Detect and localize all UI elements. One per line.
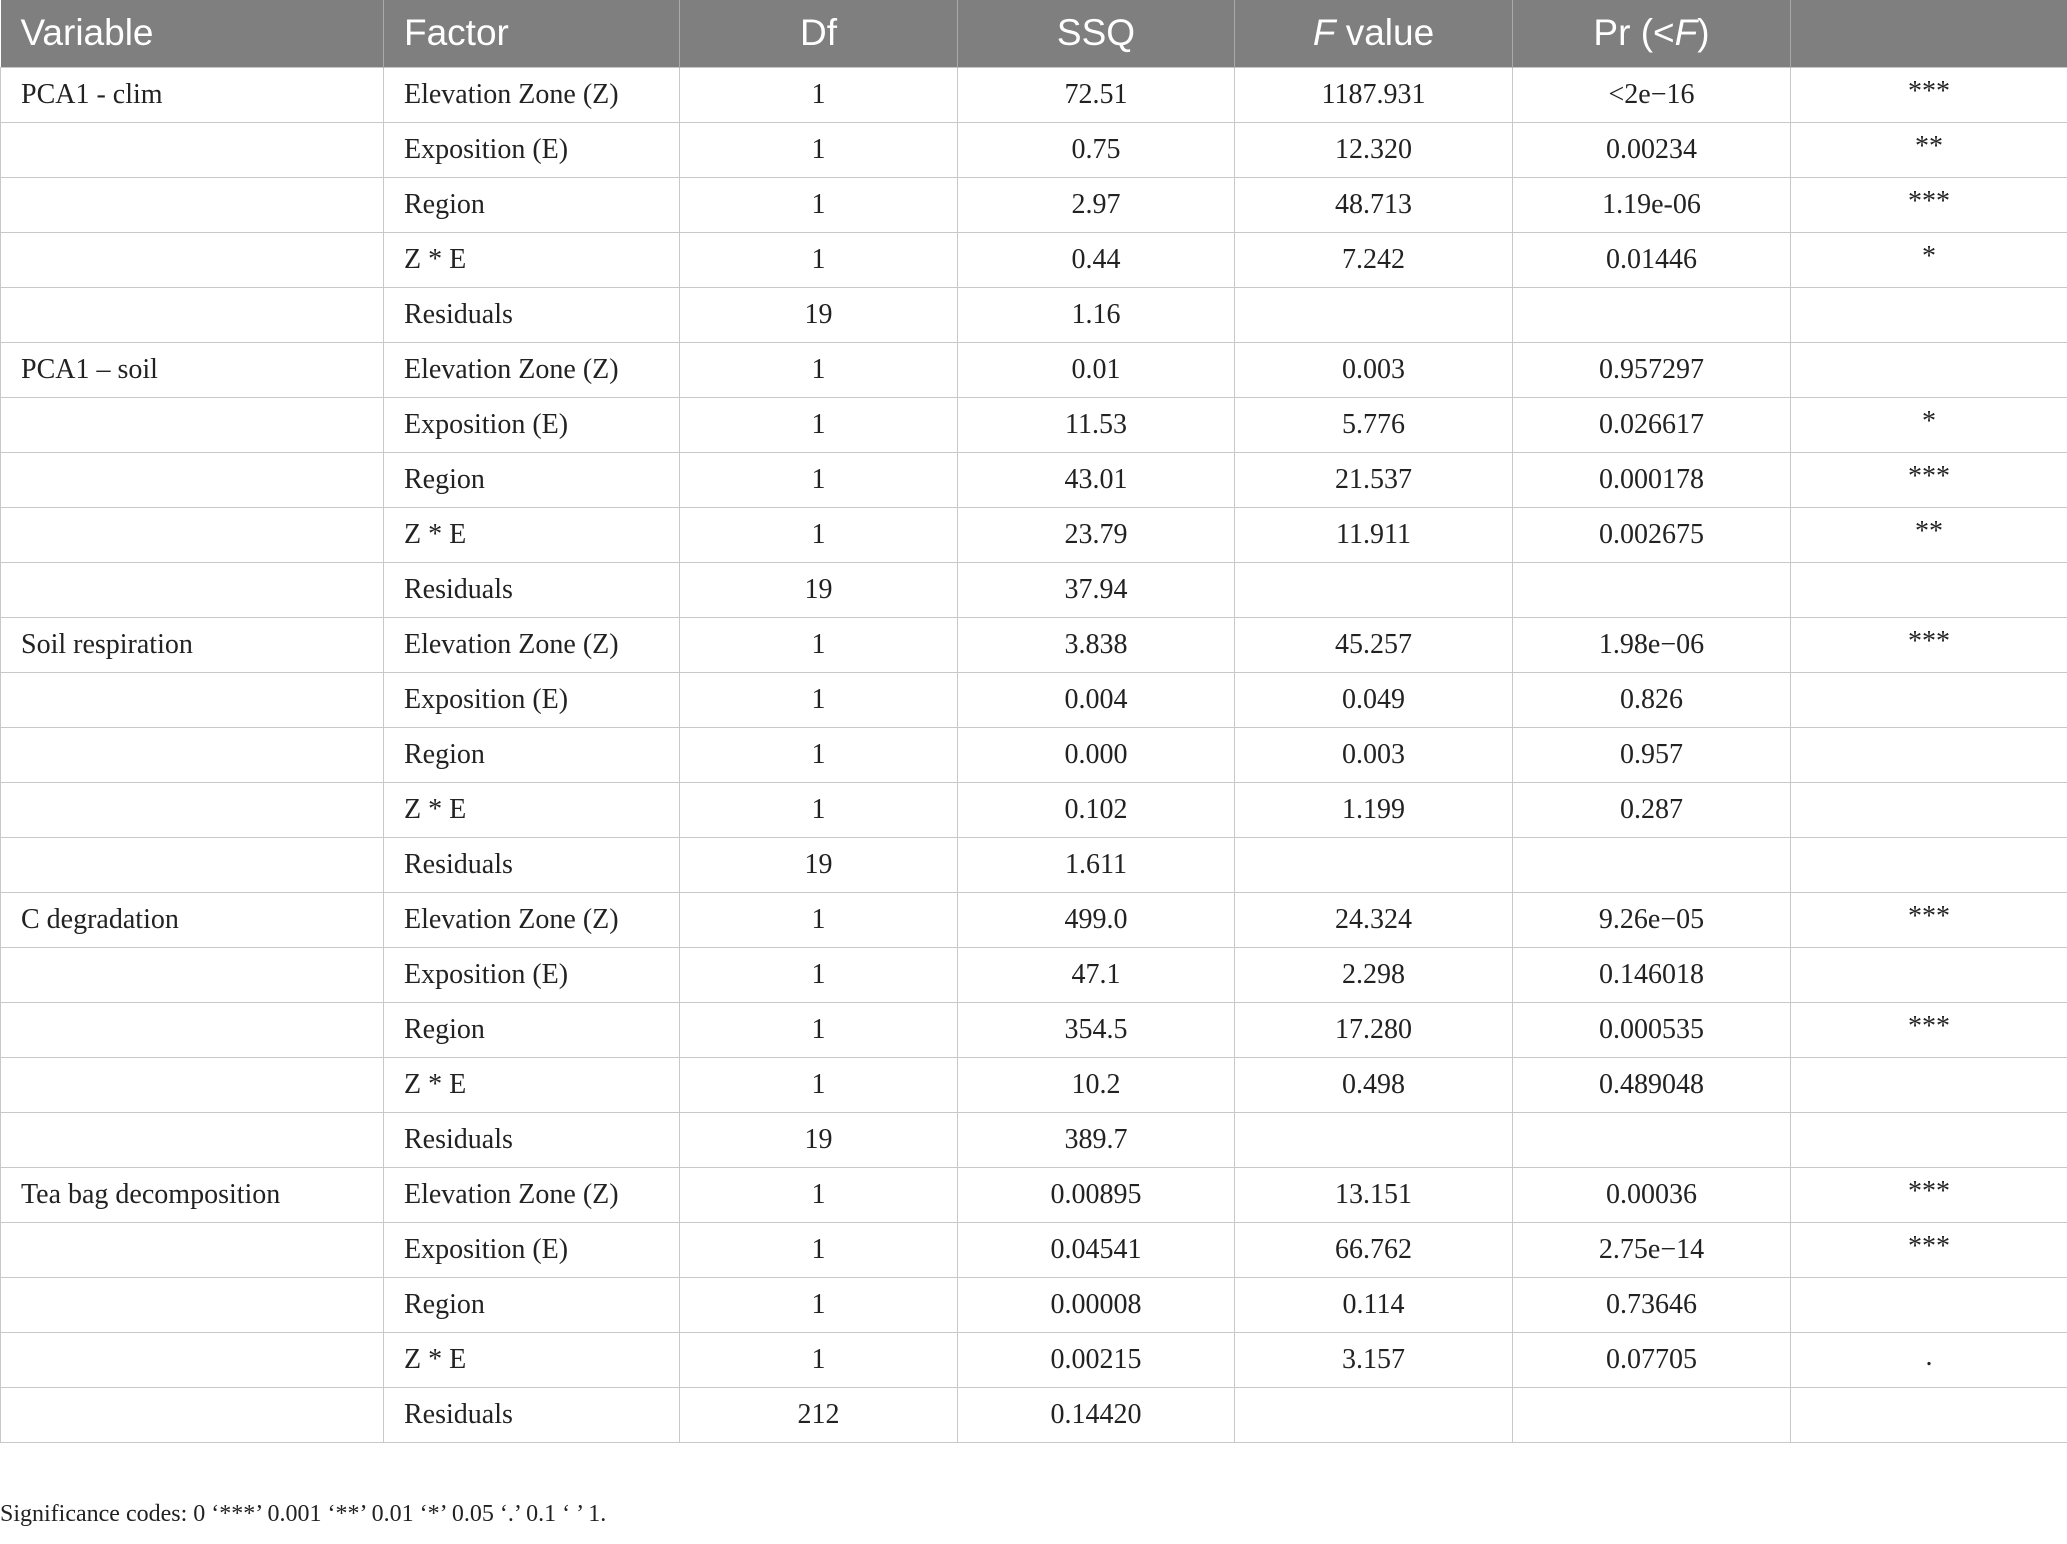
cell-significance [1791,837,2067,892]
cell-df: 1 [680,782,958,837]
cell-pr: 0.000535 [1513,1002,1791,1057]
cell-df: 1 [680,122,958,177]
cell-f-value: 0.498 [1235,1057,1513,1112]
cell-pr: 0.00036 [1513,1167,1791,1222]
cell-factor: Z * E [384,232,680,287]
cell-variable [1,397,384,452]
cell-f-value: 1.199 [1235,782,1513,837]
cell-ssq: 0.75 [958,122,1235,177]
table-row [1,1112,2067,1167]
cell-pr: 0.146018 [1513,947,1791,1002]
cell-pr: 0.957297 [1513,342,1791,397]
cell-variable: PCA1 – soil [1,342,384,397]
cell-pr: <2e−16 [1513,67,1791,122]
cell-factor: Z * E [384,1332,680,1387]
cell-ssq: 0.00008 [958,1277,1235,1332]
cell-f-value: 12.320 [1235,122,1513,177]
cell-factor: Region [384,177,680,232]
header-pr-suffix: ) [1697,12,1710,54]
cell-pr: 0.489048 [1513,1057,1791,1112]
table-row [1,177,2067,232]
cell-variable: Tea bag decomposition [1,1167,384,1222]
cell-pr: 0.002675 [1513,507,1791,562]
cell-df: 19 [680,1112,958,1167]
cell-pr: 1.19e-06 [1513,177,1791,232]
cell-df: 1 [680,892,958,947]
header-significance [1791,0,2067,67]
header-factor: Factor [384,0,680,67]
cell-ssq: 0.00895 [958,1167,1235,1222]
cell-ssq: 72.51 [958,67,1235,122]
cell-factor: Elevation Zone (Z) [384,67,680,122]
cell-factor: Residuals [384,562,680,617]
cell-f-value [1235,1387,1513,1442]
cell-f-value: 0.003 [1235,342,1513,397]
cell-factor: Residuals [384,287,680,342]
cell-factor: Exposition (E) [384,1222,680,1277]
cell-significance [1791,727,2067,782]
cell-pr [1513,837,1791,892]
cell-variable [1,177,384,232]
cell-variable: Soil respiration [1,617,384,672]
cell-significance [1791,1387,2067,1442]
header-f-value [1235,0,1513,67]
cell-factor: Z * E [384,507,680,562]
cell-significance: *** [1791,892,2067,947]
cell-f-value: 1187.931 [1235,67,1513,122]
table-row [1,617,2067,672]
cell-f-value: 13.151 [1235,1167,1513,1222]
cell-significance: ** [1791,507,2067,562]
cell-factor: Exposition (E) [384,397,680,452]
header-f-value-text: value [1335,12,1435,54]
cell-f-value: 5.776 [1235,397,1513,452]
cell-factor: Residuals [384,1387,680,1442]
cell-ssq: 0.14420 [958,1387,1235,1442]
cell-variable [1,1112,384,1167]
table-row [1,287,2067,342]
cell-f-value: 48.713 [1235,177,1513,232]
header-pr [1513,0,1791,67]
cell-pr: 2.75e−14 [1513,1222,1791,1277]
cell-ssq: 3.838 [958,617,1235,672]
cell-significance: * [1791,232,2067,287]
cell-variable [1,562,384,617]
cell-factor: Exposition (E) [384,122,680,177]
cell-pr: 9.26e−05 [1513,892,1791,947]
table-row [1,1332,2067,1387]
header-row [1,0,2067,67]
cell-pr: 1.98e−06 [1513,617,1791,672]
table-row [1,672,2067,727]
cell-f-value: 7.242 [1235,232,1513,287]
cell-f-value: 3.157 [1235,1332,1513,1387]
cell-df: 1 [680,727,958,782]
cell-df: 19 [680,287,958,342]
cell-variable [1,1222,384,1277]
cell-pr: 0.000178 [1513,452,1791,507]
cell-ssq: 47.1 [958,947,1235,1002]
table-row [1,1057,2067,1112]
cell-significance: *** [1791,1222,2067,1277]
table-row [1,947,2067,1002]
table-row [1,892,2067,947]
cell-df: 1 [680,397,958,452]
cell-ssq: 0.44 [958,232,1235,287]
cell-factor: Z * E [384,782,680,837]
cell-f-value: 11.911 [1235,507,1513,562]
cell-factor: Region [384,452,680,507]
cell-ssq: 2.97 [958,177,1235,232]
cell-significance [1791,287,2067,342]
cell-df: 1 [680,672,958,727]
cell-significance: *** [1791,1167,2067,1222]
cell-ssq: 389.7 [958,1112,1235,1167]
cell-f-value: 0.049 [1235,672,1513,727]
table-row [1,397,2067,452]
cell-significance [1791,1277,2067,1332]
table-row [1,837,2067,892]
cell-ssq: 0.102 [958,782,1235,837]
table-row [1,122,2067,177]
cell-df: 1 [680,1002,958,1057]
cell-significance: *** [1791,67,2067,122]
cell-df: 19 [680,562,958,617]
cell-ssq: 11.53 [958,397,1235,452]
cell-significance: *** [1791,1002,2067,1057]
cell-variable [1,1387,384,1442]
cell-ssq: 354.5 [958,1002,1235,1057]
cell-f-value [1235,837,1513,892]
cell-df: 1 [680,1222,958,1277]
cell-variable [1,1277,384,1332]
cell-pr: 0.957 [1513,727,1791,782]
cell-df: 19 [680,837,958,892]
cell-factor: Region [384,1002,680,1057]
cell-f-value: 45.257 [1235,617,1513,672]
cell-pr: 0.07705 [1513,1332,1791,1387]
cell-variable: PCA1 - clim [1,67,384,122]
cell-significance [1791,672,2067,727]
cell-variable [1,727,384,782]
cell-pr: 0.287 [1513,782,1791,837]
cell-variable [1,452,384,507]
cell-ssq: 0.01 [958,342,1235,397]
cell-factor: Residuals [384,837,680,892]
cell-variable [1,287,384,342]
cell-significance [1791,562,2067,617]
cell-factor: Z * E [384,1057,680,1112]
table-row [1,1277,2067,1332]
header-variable: Variable [1,0,384,67]
cell-f-value [1235,562,1513,617]
cell-df: 1 [680,342,958,397]
cell-ssq: 0.00215 [958,1332,1235,1387]
cell-f-value: 21.537 [1235,452,1513,507]
table-row [1,452,2067,507]
cell-significance [1791,342,2067,397]
cell-f-value: 24.324 [1235,892,1513,947]
cell-df: 1 [680,67,958,122]
cell-ssq: 43.01 [958,452,1235,507]
header-ssq: SSQ [958,0,1235,67]
cell-f-value: 17.280 [1235,1002,1513,1057]
header-f-value-italic: F [1312,12,1336,54]
cell-significance [1791,1057,2067,1112]
cell-significance: ** [1791,122,2067,177]
cell-pr: 0.01446 [1513,232,1791,287]
cell-factor: Elevation Zone (Z) [384,892,680,947]
cell-significance: *** [1791,617,2067,672]
table-row [1,232,2067,287]
cell-variable [1,1057,384,1112]
cell-df: 1 [680,1277,958,1332]
cell-f-value: 0.114 [1235,1277,1513,1332]
cell-df: 1 [680,232,958,287]
cell-variable [1,672,384,727]
cell-variable [1,1332,384,1387]
cell-significance [1791,947,2067,1002]
cell-ssq: 499.0 [958,892,1235,947]
cell-df: 1 [680,507,958,562]
cell-variable [1,232,384,287]
header-pr-italic: F [1674,12,1698,54]
table-row [1,1222,2067,1277]
table-row [1,507,2067,562]
cell-df: 1 [680,947,958,1002]
cell-df: 1 [680,177,958,232]
table-row [1,67,2067,122]
cell-pr [1513,1387,1791,1442]
cell-factor: Region [384,727,680,782]
table-row [1,1167,2067,1222]
cell-ssq: 0.000 [958,727,1235,782]
cell-variable [1,782,384,837]
cell-factor: Residuals [384,1112,680,1167]
cell-f-value [1235,1112,1513,1167]
table-body [1,67,2067,1442]
cell-df: 1 [680,617,958,672]
table-header [1,0,2067,67]
cell-pr [1513,1112,1791,1167]
cell-df: 1 [680,1167,958,1222]
table-row [1,562,2067,617]
cell-variable [1,122,384,177]
cell-df: 1 [680,452,958,507]
cell-df: 1 [680,1057,958,1112]
cell-significance: *** [1791,452,2067,507]
cell-f-value: 0.003 [1235,727,1513,782]
cell-ssq: 0.04541 [958,1222,1235,1277]
cell-variable: C degradation [1,892,384,947]
cell-factor: Elevation Zone (Z) [384,1167,680,1222]
cell-pr: 0.00234 [1513,122,1791,177]
table-row [1,342,2067,397]
cell-pr: 0.026617 [1513,397,1791,452]
cell-ssq: 1.611 [958,837,1235,892]
cell-f-value [1235,287,1513,342]
table-row [1,727,2067,782]
cell-pr [1513,287,1791,342]
cell-significance: * [1791,397,2067,452]
table-row [1,782,2067,837]
cell-significance [1791,1112,2067,1167]
cell-pr: 0.826 [1513,672,1791,727]
cell-factor: Elevation Zone (Z) [384,342,680,397]
significance-footnote: Significance codes: 0 ‘***’ 0.001 ‘**’ 0.01 ‘*’ 0.05 ‘.’ 0.1 ‘ ’ 1. [0,1501,607,1527]
cell-pr: 0.73646 [1513,1277,1791,1332]
table-row [1,1387,2067,1442]
cell-pr [1513,562,1791,617]
cell-variable [1,947,384,1002]
table-row [1,1002,2067,1057]
cell-significance: . [1791,1332,2067,1387]
header-pr-prefix: Pr (< [1593,12,1675,54]
cell-variable [1,507,384,562]
header-df: Df [680,0,958,67]
cell-df: 1 [680,1332,958,1387]
cell-f-value: 2.298 [1235,947,1513,1002]
cell-f-value: 66.762 [1235,1222,1513,1277]
cell-ssq: 37.94 [958,562,1235,617]
cell-ssq: 1.16 [958,287,1235,342]
cell-ssq: 23.79 [958,507,1235,562]
cell-variable [1,837,384,892]
cell-factor: Region [384,1277,680,1332]
cell-variable [1,1002,384,1057]
cell-significance [1791,782,2067,837]
cell-df: 212 [680,1387,958,1442]
cell-significance: *** [1791,177,2067,232]
cell-ssq: 0.004 [958,672,1235,727]
cell-factor: Elevation Zone (Z) [384,617,680,672]
cell-ssq: 10.2 [958,1057,1235,1112]
cell-factor: Exposition (E) [384,947,680,1002]
cell-factor: Exposition (E) [384,672,680,727]
